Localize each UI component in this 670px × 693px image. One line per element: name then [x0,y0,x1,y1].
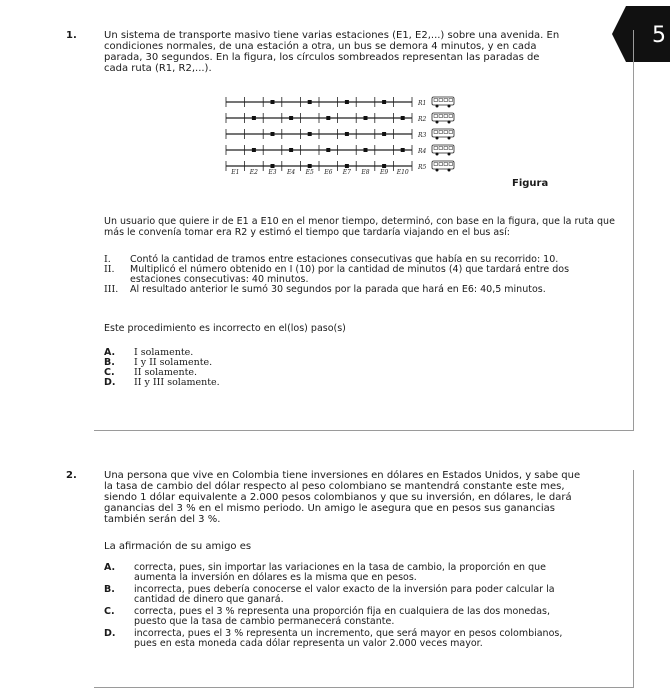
option-b[interactable] [104,585,628,605]
stop-marker [308,164,312,168]
bus-wheel-icon [436,121,439,124]
stop-marker [326,148,330,152]
bus-wheel-icon [448,137,451,140]
route-label: R2 [418,116,427,123]
question-2-prompt: La afirmación de su amigo es [104,541,252,552]
bus-window-icon [444,131,448,134]
option-letter: C. [104,606,115,617]
station-label: E6 [324,169,333,176]
question-1-prompt: Este procedimiento es incorrecto en el(los) paso(s) [104,323,346,334]
bus-window-icon [449,115,453,118]
context-line: Un usuario que quiere ir de E1 a E10 en el menor tiempo, determinó, con base en la figura, que la ruta que [104,216,615,227]
stop-marker [401,116,405,120]
bus-wheel-icon [448,121,451,124]
stop-marker [271,164,275,168]
bus-window-icon [434,163,438,166]
bus-window-icon [444,99,448,102]
stop-marker [382,100,386,104]
option-text: II solamente. [134,367,198,378]
route-figure [222,94,462,190]
option-letter: C. [104,367,115,378]
station-label: E8 [361,169,370,176]
question-1-context [104,216,634,238]
bus-window-icon [434,115,438,118]
stem-line: siendo 1 dólar equivalente a 2.000 pesos colombianos y que su inversión, en dólares, le dará [104,492,572,503]
option-letter: B. [104,357,115,368]
step-number: III. [104,284,119,295]
bus-window-icon [444,163,448,166]
step-text: Multiplicó el número obtenido en I (10) por la cantidad de minutos (4) que tardará entre dos [130,264,570,275]
stem-line: cada ruta (R1, R2,...). [104,63,212,74]
option-text: II y III solamente. [134,377,220,388]
bus-wheel-icon [436,153,439,156]
bus-window-icon [434,99,438,102]
stem-line: también serán del 3 %. [104,514,221,525]
stop-marker [345,132,349,136]
bus-window-icon [439,115,443,118]
bus-wheel-icon [448,169,451,172]
stop-marker [271,100,275,104]
bus-window-icon [434,147,438,150]
bus-window-icon [449,147,453,150]
procedure-steps [104,255,628,295]
station-label: E3 [268,169,277,176]
bus-window-icon [439,147,443,150]
option-letter: D. [104,628,116,639]
bus-window-icon [439,99,443,102]
option-text: aumenta la inversión en dólares es la misma que en pesos. [134,572,417,583]
step-text: Al resultado anterior le sumó 30 segundos por la parada que hará en E6: 40,5 minutos. [130,284,546,295]
stop-marker [364,148,368,152]
stop-marker [401,148,405,152]
stem-line: la tasa de cambio del dólar respecto al peso colombiano se mantendrá constante este mes, [104,481,565,492]
station-label: E2 [249,169,259,176]
bus-window-icon [434,131,438,134]
context-line: más le convenía tomar era R2 y estimó el tiempo que tardaría viajando en el bus así: [104,227,510,238]
bus-window-icon [449,99,453,102]
option-text: cantidad de dinero que ganará. [134,594,284,605]
option-letter: B. [104,584,115,595]
bus-window-icon [439,163,443,166]
station-label: E10 [396,169,409,176]
option-text: incorrecta, pues el 3 % representa un incremento, que será mayor en pesos colombianos, [134,628,563,639]
step-number: I. [104,254,111,265]
option-d[interactable] [104,378,628,388]
stop-marker [382,132,386,136]
option-text: puesto que la tasa de cambio permanecerá constante. [134,616,395,627]
option-text: incorrecta, pues debería conocerse el valor exacto de la inversión para poder calcular la [134,584,555,595]
bus-window-icon [439,131,443,134]
bus-wheel-icon [436,169,439,172]
step-text: Contó la cantidad de tramos entre estaciones consecutivas que había en su recorrido: 10. [130,254,559,265]
option-a[interactable] [104,563,628,583]
step-3 [104,285,628,295]
option-text: I solamente. [134,347,194,358]
figure-caption: Figura [512,178,549,189]
step-2 [104,265,628,285]
option-letter: A. [104,562,116,573]
station-label: E1 [231,169,240,176]
stem-line: condiciones normales, de una estación a otra, un bus se demora 4 minutos, y en cada [104,41,537,52]
stop-marker [326,116,330,120]
stem-line: Una persona que vive en Colombia tiene inversiones en dólares en Estados Unidos, y sabe que [104,470,581,481]
option-d[interactable] [104,629,628,649]
question-1-number: 1. [66,30,77,41]
bus-window-icon [449,163,453,166]
stop-marker [345,164,349,168]
stop-marker [308,100,312,104]
stop-marker [252,116,256,120]
option-c[interactable] [104,607,628,627]
bus-window-icon [449,131,453,134]
bus-window-icon [444,115,448,118]
stop-marker [345,100,349,104]
question-1-stem [104,30,634,74]
bus-wheel-icon [436,137,439,140]
station-label: E9 [379,169,389,176]
question-2-number: 2. [66,470,77,481]
station-label: E4 [286,169,296,176]
route-label: R4 [418,148,427,155]
stop-marker [289,116,293,120]
question-1-options [104,348,628,388]
bus-wheel-icon [436,105,439,108]
page-number: 5 [652,23,666,48]
stop-marker [289,148,293,152]
stop-marker [364,116,368,120]
stop-marker [271,132,275,136]
question-2-options [104,563,628,649]
option-text: correcta, pues el 3 % representa una proporción fija en cualquiera de las dos monedas, [134,606,551,617]
stem-line: Un sistema de transporte masivo tiene varias estaciones (E1, E2,...) sobre una avenida. En [104,30,560,41]
route-label: R1 [418,100,427,107]
route-label: R3 [418,132,427,139]
station-label: E5 [305,169,314,176]
stop-marker [382,164,386,168]
route-label: R5 [418,164,427,171]
option-letter: D. [104,377,116,388]
question-2-stem [104,470,632,525]
bus-wheel-icon [448,105,451,108]
station-label: E7 [342,169,352,176]
bus-window-icon [444,147,448,150]
stop-marker [252,148,256,152]
option-letter: A. [104,347,116,358]
option-text: pues en esta moneda cada dólar representa un valor 2.000 veces mayor. [134,638,483,649]
bus-wheel-icon [448,153,451,156]
stem-line: ganancias del 3 % en el mismo periodo. Un amigo le asegura que en pesos sus ganancias [104,503,556,514]
option-text: I y II solamente. [134,357,213,368]
step-text: estaciones consecutivas: 40 minutos. [130,274,309,285]
step-number: II. [104,264,115,275]
option-text: correcta, pues, sin importar las variaciones en la tasa de cambio, la proporción en que [134,562,546,573]
stop-marker [308,132,312,136]
stem-line: parada, 30 segundos. En la figura, los círculos sombreados representan las paradas de [104,52,540,63]
